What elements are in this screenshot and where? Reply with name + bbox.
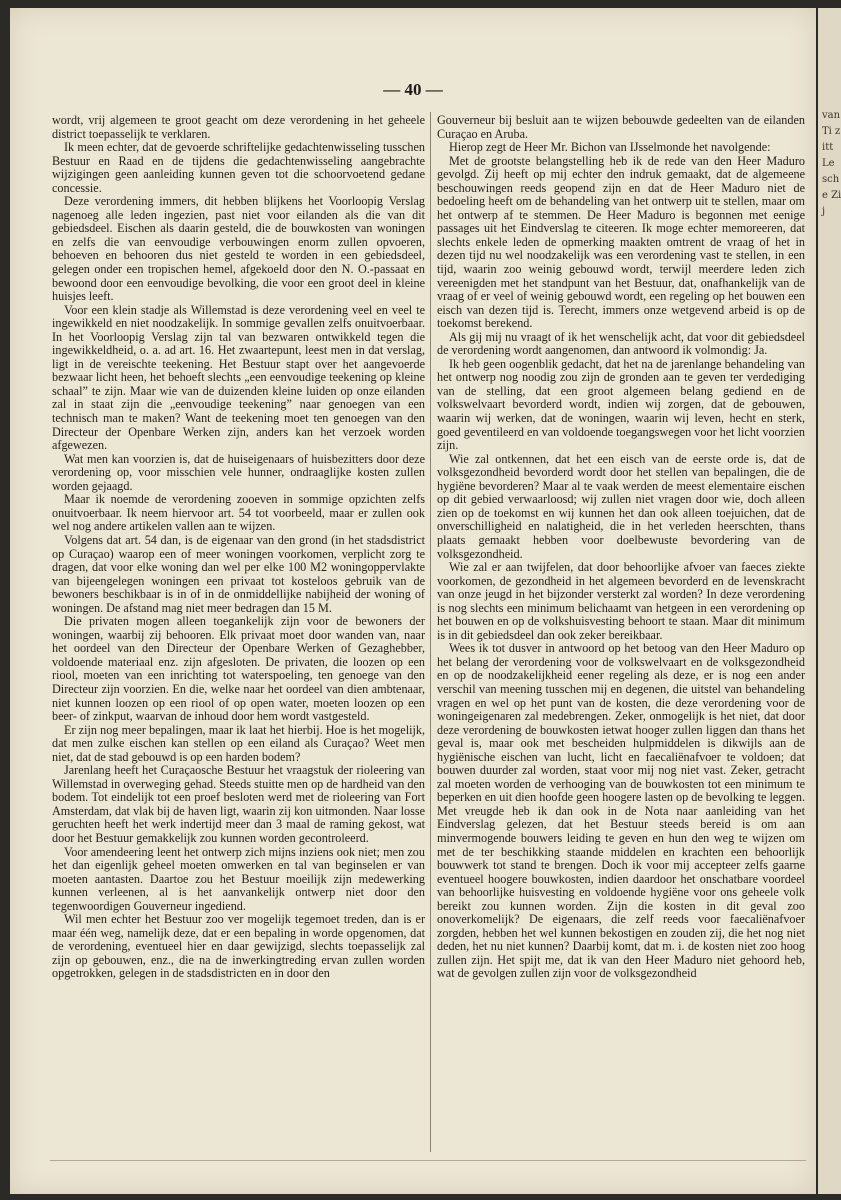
paragraph: Hierop zegt de Heer Mr. Bichon van IJsselmonde het navolgende: (449, 140, 771, 155)
document-page (10, 8, 816, 1194)
paragraph: Voor een klein stadje als Willemstad is deze verordening veel en veel te ingewikkeld en niet noodzakelijk. In sommige gevallen zelfs onuitvoerbaar. In het Voorloopig Verslag zijn tal van bezwaren ontwikkeld tegen die ingewikkeldheid, o. a. ad art. 16. Het zwaartepunt, leest men in dat verslag, ligt in de vereischte teekening. Het Bestuur stapt over het aangevoerde bezwaar licht heen, het behoeft slechts „een eenvoudige teekening op kleine schaal” te zijn. Maar wie van de duizenden kleine luiden op onze eilanden zal in staat zijn die „eenvoudige teekening” naar genoegen van een technisch man te maken? Want de teekening moet ten genoegen van den Directeur der Openbare Werken zijn, anders kan het verzoek worden afgewezen. (52, 302, 425, 453)
paragraph: Voor amendeering leent het ontwerp zich mijns inziens ook niet; men zou het dan eigenlijk geheel moeten omwerken en tal van beginselen er van moeten aantasten. Daartoe zou het Bestuur moeilijk zijn medewerking kunnen verleenen, al is het aanvankelijk ontwerp niet door den tegenwoordigen Gouverneur ingediend. (52, 844, 425, 913)
paragraph: Deze verordening immers, dit hebben blijkens het Voorloopig Verslag nagenoeg alle leden ingezien, past niet voor eilanden als die van dit gebiedsdeel. Eischen als daarin gesteld, die de bouwkosten van woningen en zelfs die van eenvoudige verbouwingen enorm zullen opvoeren, behoeven en behooren dus niet gesteld te worden in een gebiedsdeel, gelegen onder een tropischen hemel, afgekoeld door den N. O.-passaat en bewoond door een eenvoudige bevolking, die voor een groot deel in kleine huisjes leeft. (52, 194, 425, 304)
paragraph: Die privaten mogen alleen toegankelijk zijn voor de bewoners der woningen, waarbij zij behooren. Elk privaat moet door wanden van, naar het oordeel van den Directeur der Openbare Werken of Gezaghebber, voldoende materiaal enz. zijn afgesloten. De privaten, die loozen op een riool, moeten van een inrichting tot waterspoeling, ten genoege van den Directeur zijn voorzien. En die, welke naar het oordeel van dien ambtenaar, niet kunnen loozen op een riool of op open water, moeten loozen op een beer- of zinkput, waarvan de inhoud door hem wordt vastgesteld. (52, 614, 425, 724)
column-divider (430, 112, 431, 1152)
page-number: — 40 — (383, 80, 443, 99)
paragraph: Wil men echter het Bestuur zoo ver mogelijk tegemoet treden, dan is er maar één weg, namelijk deze, dat er een bepaling in worde opgenomen, dat de verordening, eventueel hier en daar gewijzigd, slechts toepasselijk zal zijn op gebouwen, enz., die na de inwerkingtreding ervan zullen worden opgetrokken, gelegen in de stadsdistricten en in door den (52, 912, 425, 981)
paragraph: Met de grootste belangstelling heb ik de rede van den Heer Maduro gevolgd. Zij heeft op mij echter den indruk gemaakt, dat de algemeene beschouwingen reeds geopend zijn en dat de Heer Maduro niet de bedoeling heeft om de behandeling van het ontwerp uit te stellen, maar om het ontwerp af te stemmen. De Heer Maduro is begonnen met eenige passages uit het Eindverslag te citeeren. Ik moge echter memoreeren, dat slechts enkele leden de opmerking maakten omtrent de vraag of het in dezen tijd nu wel noodzakelijk was een verordening vast te stellen, in een tijd, waarin zoo weinig gebouwd wordt, terwijl meerdere leden zich vereenigden met het standpunt van het Bestuur, dat, onafhankelijk van de vraag of er veel of weinig gebouwd wordt, een regeling op het bouwen een eisch van dezen tijd is. Terecht, immers onze wetgevend arbeid is op de toekomst berekend. (437, 153, 805, 331)
paragraph: Maar ik noemde de verordening zooeven in sommige opzichten zelfs onuitvoerbaar. Ik neem hiervoor art. 54 tot voorbeeld, maar er zullen ook wel nog andere artikelen vallen aan te wijzen. (52, 492, 425, 534)
paragraph: Wie zal ontkennen, dat het een eisch van de eerste orde is, dat de volksgezondheid bevorderd wordt door het stellen van bepalingen, die de hygiëne bevorderen? Maar al te vaak werden de meest elementaire eischen op dit gebied verwaarloosd; wij zullen niet vragen door wie, doch alleen zien op de toekomst en wij kunnen het dan ook alleen toejuichen, dat de onverschilligheid en nalatigheid, die in het verleden heerschten, thans plaats gemaakt hebben voor doelbewuste bevordering van de volksgezondheid. (437, 451, 805, 561)
adjacent-page-edge (818, 8, 841, 1194)
paragraph: Volgens dat art. 54 dan, is de eigenaar van den grond (in het stadsdistrict op Curaçao) waarop een of meer woningen voorkomen, verplicht zorg te dragen, dat voor elke woning dan wel per elke 100 M2 woningoppervlakte van bijeengelegen woningen een privaat tot kosteloos gebruik van de bewoners beschikbaar is in of in de onmiddellijke nabijheid der woning of woningen. De afstand mag niet meer bedragen dan 15 M. (52, 532, 425, 615)
page-bottom-rule (50, 1160, 806, 1161)
left-column (52, 114, 425, 1174)
paragraph: Gouverneur bij besluit aan te wijzen bebouwde gedeelten van de eilanden Curaçao en Aruba. (437, 114, 805, 141)
adjacent-page-text: van Ti zitt Le sche Zij (822, 110, 841, 217)
paragraph: Wat men kan voorzien is, dat de huiseigenaars of huisbezitters door deze verordening op, voor misschien vele hunner, ondraaglijke kosten zullen worden gejaagd. (52, 451, 425, 493)
right-column (437, 114, 805, 1174)
paragraph: Jarenlang heeft het Curaçaosche Bestuur het vraagstuk der rioleering van Willemstad in overweging gehad. Steeds stuitte men op de hardheid van den bodem. Tot eindelijk tot een proef besloten werd met de rioleering van Fort Amsterdam, dat vlak bij de haven ligt, waarin zij kon uitmonden. Naar losse geruchten heeft het werk indertijd meer dan 3 maal de raming gekost, wat door het Bestuur gemakkelijk zou kunnen worden gecontroleerd. (52, 763, 425, 845)
paragraph: Er zijn nog meer bepalingen, maar ik laat het hierbij. Hoe is het mogelijk, dat men zulke eischen kan stellen op een eiland als Curaçao? Weet men niet, dat de stad gebouwd is op een harden bodem? (52, 722, 425, 764)
paragraph: Ik heb geen oogenblik gedacht, dat het na de jarenlange behandeling van het ontwerp nog noodig zou zijn de gronden aan te geven ter verdediging van de stelling, dat een groot algemeen belang gediend en de volkswelvaart bevorderd wordt, indien wij zorgen, dat de gebouwen, waarin wij werken, dat de woningen, waarin wij leven, hecht en sterk, goed geventileerd en van voldoende toegangswegen voor het licht voorzien zijn. (437, 356, 805, 453)
paragraph: Wie zal er aan twijfelen, dat door behoorlijke afvoer van faeces ziekte voorkomen, de gezondheid in het algemeen bevorderd en de levenskracht van onze jeugd in het bijzonder versterkt zal worden? In deze verordening is nog slechts een minimum belichaamt van hetgeen in een verordening op het bouwen en op de volkshuisvesting behoort te staan. Maar dit minimum is in dit gebiedsdeel dan ook zeker bereikbaar. (437, 560, 805, 642)
paragraph: Ik meen echter, dat de gevoerde schriftelijke gedachtenwisseling tusschen Bestuur en Raad en de tijdens die gedachtenwisseling aangebrachte wijzigingen geen aanleiding kunnen geven tot die schoorvoetend gedane concessie. (52, 140, 425, 195)
paragraph: Als gij mij nu vraagt of ik het wenschelijk acht, dat voor dit gebiedsdeel de verordening wordt aangenomen, dan antwoord ik volmondig: Ja. (437, 329, 805, 358)
paragraph: wordt, vrij algemeen te groot geacht om deze verordening in het geheele district toepasselijk te verklaren. (52, 114, 425, 141)
paragraph: Wees ik tot dusver in antwoord op het betoog van den Heer Maduro op het belang der verordening voor de volkswelvaart en de volksgezondheid en op de noodzakelijkheid eener regeling als deze, er is nog een ander verschil van meening tusschen mij en degenen, die uitstel van behandeling vragen en wel op het punt van de kosten, die deze verordening voor de woningeigenaren zal medebrengen. Zeker, onmogelijk is het niet, dat door deze verordening de bouwkosten ietwat hooger zullen liggen dan thans het geval is, maar ook met bescheiden hulpmiddelen is dikwijls aan de hygiënische eischen van lucht, licht en faecaliënafvoer te voldoen; dat bouwen duurder zal worden, staat voor mij nog niet vast. Zeker, getracht zal moeten worden de verhooging van de bouwkosten tot een minimum te beperken en uit dien hoofde geen hoogere lasten op de bevolking te leggen. Met vreugde heb ik dan ook in de Nota naar aanleiding van het Eindverslag gelezen, dat het Bestuur steeds bereid is om aan minvermogende bouwers leiding te geven en hun den weg te wijzen om met de ter beschikking staande middelen en krachten een behoorlijk bouwwerk tot stand te brengen. Doch ik voor mij accepteer zelfs gaarne eventueel hoogere bouwkosten, indien daardoor het onschatbare voordeel van behoorlijke huisvesting en voldoende hygiëne voor ons geheele volk bereikt zou kunnen worden. Zijn die kosten in dit geval zoo onoverkomelijk? De eigenaars, die zelf reeds voor faecaliënafvoer zorgden, hebben het wel kunnen bekostigen en zouden zij, die het nog niet deden, het nu niet kunnen? Daarbij komt, dat m. i. de kosten niet zoo hoog zullen zijn. Het spijt me, dat ik van den Heer Maduro niet gehoord heb, wat de gevolgen zullen zijn voor de volksgezondheid (437, 641, 805, 981)
